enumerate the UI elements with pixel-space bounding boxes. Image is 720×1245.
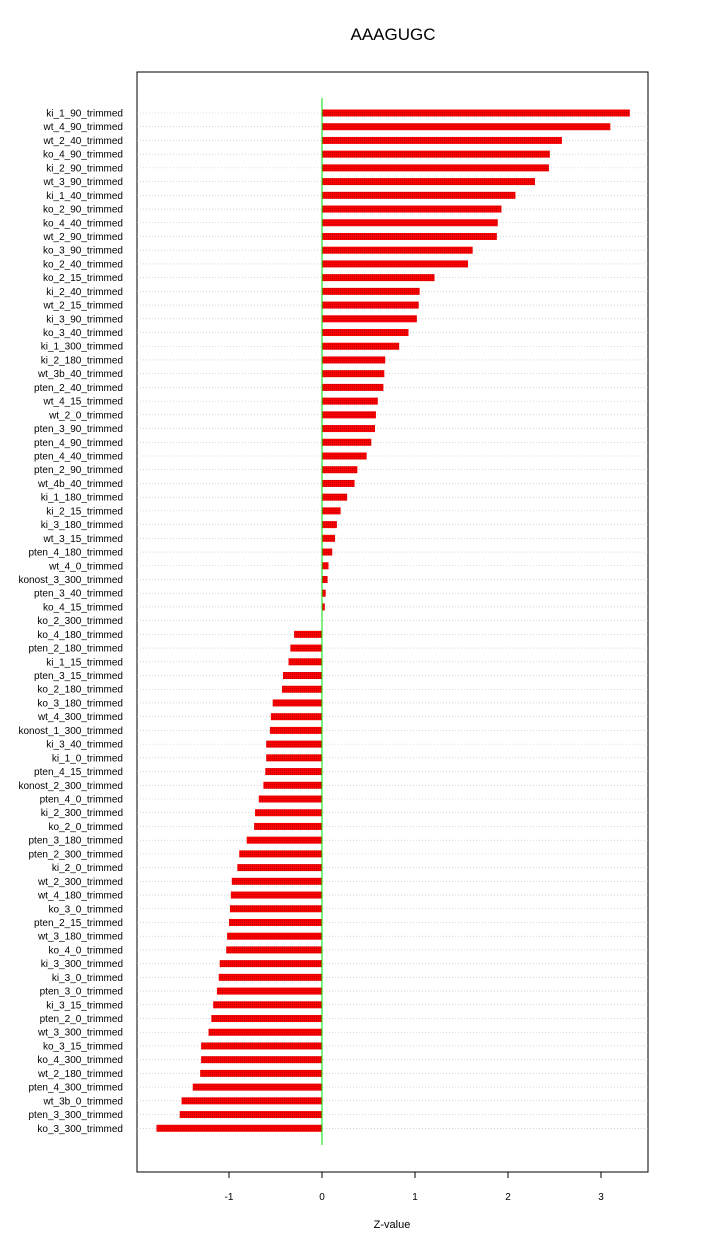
category-label: pten_4_0_trimmed bbox=[39, 794, 123, 806]
category-label: ko_2_300_trimmed bbox=[37, 616, 123, 628]
x-tick-label: 2 bbox=[505, 1192, 511, 1203]
category-label: ko_3_15_trimmed bbox=[42, 1041, 123, 1053]
bar bbox=[247, 837, 322, 844]
category-label: pten_2_180_trimmed bbox=[28, 643, 123, 655]
category-label: pten_2_90_trimmed bbox=[34, 465, 123, 477]
bar bbox=[270, 727, 322, 734]
category-label: wt_3b_0_trimmed bbox=[43, 1096, 123, 1108]
bar bbox=[266, 741, 322, 748]
category-label: ki_3_300_trimmed bbox=[40, 959, 123, 971]
category-label: pten_3_300_trimmed bbox=[28, 1110, 123, 1122]
category-label: ko_4_90_trimmed bbox=[42, 149, 123, 161]
bar bbox=[259, 796, 322, 803]
category-label: pten_3_40_trimmed bbox=[34, 588, 123, 600]
category-label: ko_2_90_trimmed bbox=[42, 204, 123, 216]
category-label: wt_4_15_trimmed bbox=[43, 396, 123, 408]
bar bbox=[322, 590, 326, 597]
bar bbox=[156, 1125, 322, 1132]
bar bbox=[219, 974, 322, 981]
bar bbox=[322, 123, 610, 130]
category-label: pten_4_180_trimmed bbox=[28, 547, 123, 559]
category-label: wt_2_90_trimmed bbox=[43, 231, 123, 243]
category-label: ki_2_40_trimmed bbox=[46, 286, 123, 298]
category-label: wt_3_300_trimmed bbox=[37, 1027, 123, 1039]
category-label: konost_2_300_trimmed bbox=[18, 780, 123, 792]
category-label: ko_3_40_trimmed bbox=[42, 328, 123, 340]
category-label: wt_2_0_trimmed bbox=[49, 410, 123, 422]
category-label: ki_2_15_trimmed bbox=[46, 506, 123, 518]
bar bbox=[322, 494, 347, 501]
bar bbox=[322, 521, 337, 528]
bar bbox=[273, 699, 322, 706]
bar bbox=[322, 260, 468, 267]
bar bbox=[193, 1084, 322, 1091]
bar bbox=[232, 878, 322, 885]
bar bbox=[294, 631, 322, 638]
bar bbox=[322, 178, 535, 185]
category-label: pten_4_90_trimmed bbox=[34, 437, 123, 449]
bar bbox=[322, 535, 335, 542]
category-label: ki_1_0_trimmed bbox=[51, 753, 123, 765]
bar bbox=[322, 137, 562, 144]
category-label: ki_2_90_trimmed bbox=[46, 163, 123, 175]
category-label: wt_3_90_trimmed bbox=[43, 177, 123, 189]
bar bbox=[322, 576, 328, 583]
category-label: ko_4_15_trimmed bbox=[42, 602, 123, 614]
category-label: wt_4_0_trimmed bbox=[49, 561, 123, 573]
bar bbox=[322, 192, 515, 199]
category-label: pten_2_40_trimmed bbox=[34, 382, 123, 394]
category-label: pten_4_40_trimmed bbox=[34, 451, 123, 463]
bar bbox=[322, 288, 420, 295]
bar bbox=[322, 247, 473, 254]
category-label: pten_3_180_trimmed bbox=[28, 835, 123, 847]
bar bbox=[263, 782, 322, 789]
bar bbox=[322, 151, 550, 158]
category-label: ko_2_15_trimmed bbox=[42, 273, 123, 285]
category-label: ki_3_90_trimmed bbox=[46, 314, 123, 326]
bar bbox=[322, 370, 384, 377]
category-label: ko_2_0_trimmed bbox=[48, 821, 123, 833]
bar bbox=[322, 219, 498, 226]
bar bbox=[322, 384, 383, 391]
category-label: ko_4_180_trimmed bbox=[37, 629, 123, 641]
x-axis bbox=[225, 1172, 605, 1203]
bar bbox=[217, 988, 322, 995]
bar bbox=[322, 398, 378, 405]
bar bbox=[201, 1042, 322, 1049]
bar bbox=[322, 206, 501, 213]
category-label: ki_1_40_trimmed bbox=[46, 190, 123, 202]
bar bbox=[322, 356, 385, 363]
category-label: wt_2_180_trimmed bbox=[37, 1068, 123, 1080]
category-label: ki_1_180_trimmed bbox=[40, 492, 123, 504]
bar bbox=[322, 110, 630, 117]
bar bbox=[322, 302, 419, 309]
bar bbox=[230, 905, 322, 912]
bar bbox=[290, 645, 322, 652]
bar bbox=[239, 850, 322, 857]
category-label: ki_2_0_trimmed bbox=[51, 863, 123, 875]
bar bbox=[255, 809, 322, 816]
bar bbox=[209, 1029, 322, 1036]
category-label: wt_3b_40_trimmed bbox=[37, 369, 123, 381]
bar bbox=[322, 439, 371, 446]
x-tick-label: 0 bbox=[319, 1192, 325, 1203]
category-label: wt_4_300_trimmed bbox=[37, 712, 123, 724]
bar bbox=[322, 343, 399, 350]
category-label: wt_4b_40_trimmed bbox=[37, 478, 123, 490]
bar bbox=[227, 933, 322, 940]
bar bbox=[226, 946, 322, 953]
category-label: ko_2_180_trimmed bbox=[37, 684, 123, 696]
category-label: ki_3_15_trimmed bbox=[46, 1000, 123, 1012]
category-label: ko_2_40_trimmed bbox=[42, 259, 123, 271]
category-label: wt_2_40_trimmed bbox=[43, 135, 123, 147]
category-label: pten_2_0_trimmed bbox=[39, 1014, 123, 1026]
bar bbox=[322, 411, 376, 418]
category-label: ki_1_300_trimmed bbox=[40, 341, 123, 353]
bar bbox=[283, 672, 322, 679]
bar bbox=[237, 864, 322, 871]
bar bbox=[180, 1111, 322, 1118]
bar bbox=[200, 1070, 322, 1077]
bar bbox=[229, 919, 322, 926]
category-label: ki_3_40_trimmed bbox=[46, 739, 123, 751]
bar bbox=[271, 713, 322, 720]
category-label: pten_3_15_trimmed bbox=[34, 671, 123, 683]
bar bbox=[231, 892, 322, 899]
category-label: wt_4_90_trimmed bbox=[43, 122, 123, 134]
category-label: ko_4_0_trimmed bbox=[48, 945, 123, 957]
x-axis-label: Z-value bbox=[373, 1219, 411, 1231]
category-label: pten_4_15_trimmed bbox=[34, 767, 123, 779]
x-tick-label: 3 bbox=[598, 1192, 604, 1203]
category-label: wt_3_15_trimmed bbox=[43, 533, 123, 545]
x-tick-label: 1 bbox=[412, 1192, 418, 1203]
category-label: ko_3_90_trimmed bbox=[42, 245, 123, 257]
bar bbox=[322, 480, 355, 487]
category-label: wt_4_180_trimmed bbox=[37, 890, 123, 902]
x-tick-label: -1 bbox=[224, 1192, 234, 1203]
category-label: ki_2_300_trimmed bbox=[40, 808, 123, 820]
category-label: konost_1_300_trimmed bbox=[18, 725, 123, 737]
bar bbox=[282, 686, 322, 693]
bar bbox=[211, 1015, 322, 1022]
bar bbox=[322, 274, 435, 281]
bar bbox=[322, 507, 341, 514]
category-label: ko_3_0_trimmed bbox=[48, 904, 123, 916]
bar bbox=[322, 453, 367, 460]
category-labels bbox=[18, 109, 123, 1135]
category-label: wt_2_300_trimmed bbox=[37, 876, 123, 888]
bar bbox=[322, 562, 329, 569]
category-label: pten_4_300_trimmed bbox=[28, 1082, 123, 1094]
bar bbox=[254, 823, 322, 830]
bar bbox=[322, 329, 408, 336]
bar bbox=[182, 1097, 322, 1104]
bar bbox=[322, 466, 357, 473]
chart-title: AAAGUGC bbox=[350, 25, 436, 44]
bar bbox=[265, 768, 322, 775]
bar bbox=[322, 164, 549, 171]
category-label: ki_1_90_trimmed bbox=[46, 108, 123, 120]
category-label: konost_3_300_trimmed bbox=[18, 574, 123, 586]
category-label: ki_1_15_trimmed bbox=[46, 657, 123, 669]
category-label: pten_3_0_trimmed bbox=[39, 986, 123, 998]
category-label: pten_3_90_trimmed bbox=[34, 424, 123, 436]
category-label: ko_4_40_trimmed bbox=[42, 218, 123, 230]
category-label: pten_2_300_trimmed bbox=[28, 849, 123, 861]
category-label: ko_3_180_trimmed bbox=[37, 698, 123, 710]
category-label: ki_3_180_trimmed bbox=[40, 520, 123, 532]
category-label: ki_3_0_trimmed bbox=[51, 972, 123, 984]
bar bbox=[322, 233, 497, 240]
bar bbox=[266, 754, 322, 761]
category-label: ki_2_180_trimmed bbox=[40, 355, 123, 367]
category-label: pten_2_15_trimmed bbox=[34, 917, 123, 929]
bar bbox=[201, 1056, 322, 1063]
bar bbox=[322, 549, 332, 556]
category-label: wt_3_180_trimmed bbox=[37, 931, 123, 943]
bar bbox=[322, 425, 375, 432]
category-label: ko_4_300_trimmed bbox=[37, 1055, 123, 1067]
bar bbox=[289, 658, 322, 665]
bar bbox=[220, 960, 322, 967]
category-label: ko_3_300_trimmed bbox=[37, 1123, 123, 1135]
category-label: wt_2_15_trimmed bbox=[43, 300, 123, 312]
bar bbox=[213, 1001, 322, 1008]
bar bbox=[322, 315, 417, 322]
